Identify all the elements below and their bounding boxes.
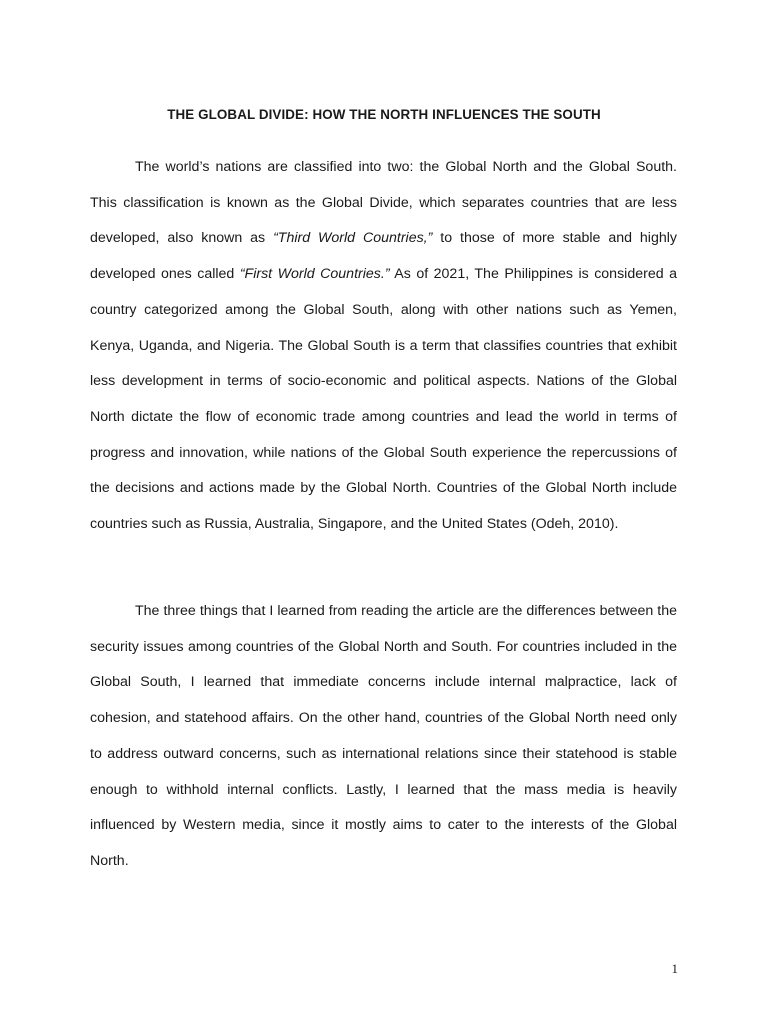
paragraph-1-italic-third-world: “Third World Countries,” (273, 230, 433, 247)
paragraph-2 (90, 594, 677, 880)
paragraph-2-text: The three things that I learned from reading the article are the differences between the security issues among countries of the Global North and South. For countries included in the Global South, I learned that immediate concerns include internal malpractice, lack of cohesion, and statehood affairs. On the other hand, countries of the Global North need only to address outward concerns, such as international relations since their statehood is stable enough to withhold internal conflicts. Lastly, I learned that the mass media is heavily influenced by Western media, since it mostly aims to cater to the interests of the Global North. (90, 603, 677, 869)
paragraph-1-text: to those of more stable and highly developed ones called (90, 230, 677, 283)
paragraph-1-italic-first-world: “First World Countries.” (239, 266, 390, 283)
paragraph-1 (90, 150, 677, 543)
document-title: THE GLOBAL DIVIDE: HOW THE NORTH INFLUENCES THE SOUTH (167, 107, 601, 122)
paragraph-1-text: The world’s nations are classified into two: the Global North and the Global South. This classification is known as the Global Divide, which separates countries that are less developed, also known as (90, 159, 677, 247)
paragraph-1-text: As of 2021, The Philippines is considered a country categorized among the Global South, along with other nations such as Yemen, Kenya, Uganda, and Nigeria. The Global South is a term that classifies countries that exhibit less development in terms of socio-economic and political aspects. Nations of the Global North dictate the flow of economic trade among countries and lead the world in terms of progress and innovation, while nations of the Global South experience the repercussions of the decisions and actions made by the Global North. Countries of the Global North include countries such as Russia, Australia, Singapore, and the United States (Odeh, 2010). (90, 266, 677, 533)
page-number: 1 (671, 961, 678, 976)
